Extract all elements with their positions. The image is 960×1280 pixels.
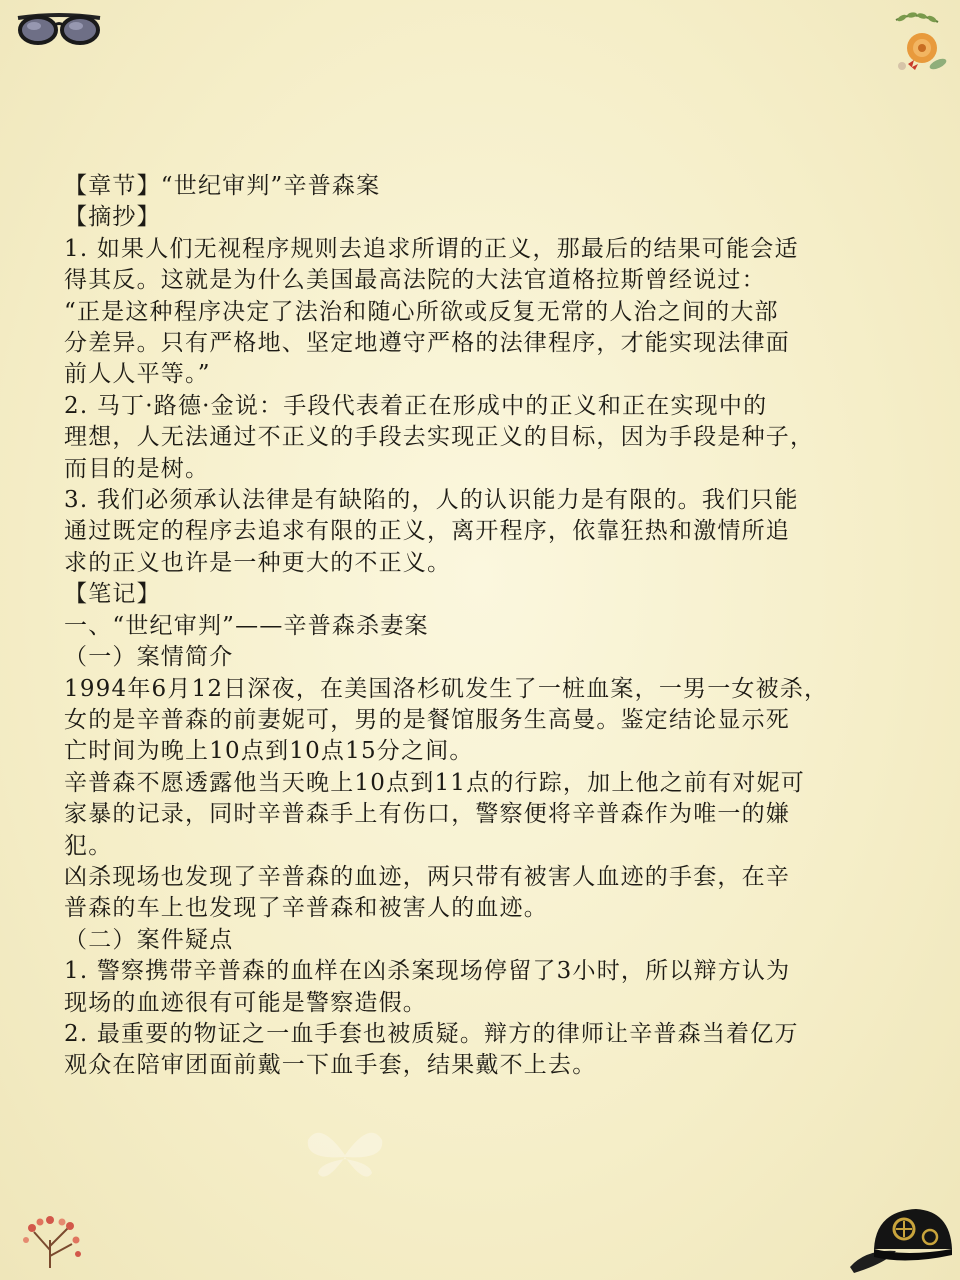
- text-line: 一、“世纪审判”——辛普森杀妻案: [64, 612, 429, 639]
- text-line: （二）案件疑点: [64, 926, 234, 953]
- text-line: 前人人平等。”: [64, 361, 211, 388]
- text-line: 凶杀现场也发现了辛普森的血迹，两只带有被害人血迹的手套，在辛: [64, 863, 790, 890]
- text-line: 【章节】“世纪审判”辛普森案: [64, 173, 381, 199]
- note-text: [64, 171, 900, 1082]
- text-line: 分差异。只有严格地、坚定地遵守严格的法律程序，才能实现法律面: [64, 330, 790, 357]
- text-line: 1. 如果人们无视程序规则去追求所谓的正义，那最后的结果可能会适: [64, 235, 799, 262]
- text-line: 求的正义也许是一种更大的不正义。: [64, 549, 452, 576]
- text-line: 3. 我们必须承认法律是有缺陷的，人的认识能力是有限的。我们只能: [64, 487, 799, 514]
- text-line: 通过既定的程序去追求有限的正义，离开程序，依靠狂热和激情所追: [64, 518, 790, 545]
- text-line: （一）案情简介: [64, 644, 234, 671]
- text-line: 2. 最重要的物证之一血手套也被质疑。辩方的律师让辛普森当着亿万: [64, 1020, 799, 1047]
- flower-icon: [886, 8, 956, 78]
- text-line: 现场的血迹很有可能是警察造假。: [64, 989, 427, 1016]
- berry-branch-icon: [20, 1210, 90, 1270]
- text-line: 【笔记】: [64, 581, 161, 608]
- text-line: 女的是辛普森的前妻妮可，男的是餐馆服务生高曼。鉴定结论显示死: [64, 706, 790, 733]
- butterfly-icon: [300, 1115, 390, 1195]
- text-line: 【摘抄】: [64, 204, 161, 231]
- text-line: 观众在陪审团面前戴一下血手套，结果戴不上去。: [64, 1052, 597, 1079]
- text-line: 得其反。这就是为什么美国最高法院的大法官道格拉斯曾经说过：: [64, 267, 766, 294]
- sunglasses-icon: [14, 10, 104, 50]
- text-line: 1. 警察携带辛普森的血样在凶杀案现场停留了3小时，所以辩方认为: [64, 958, 791, 985]
- text-line: 普森的车上也发现了辛普森和被害人的血迹。: [64, 895, 548, 922]
- text-line: 1994年6月12日深夜，在美国洛杉矶发生了一桩血案，一男一女被杀，: [64, 675, 829, 702]
- text-line: 2. 马丁·路德·金说：手段代表着正在形成中的正义和正在实现中的: [64, 392, 768, 419]
- text-line: 家暴的记录，同时辛普森手上有伤口，警察便将辛普森作为唯一的嫌: [64, 801, 790, 828]
- text-line: 辛普森不愿透露他当天晚上10点到11点的行踪，加上他之前有对妮可: [64, 769, 805, 796]
- text-line: “正是这种程序决定了法治和随心所欲或反复无常的人治之间的大部: [64, 298, 779, 325]
- text-line: 理想，人无法通过不正义的手段去实现正义的目标，因为手段是种子，: [64, 424, 815, 451]
- text-line: 而目的是树。: [64, 455, 210, 482]
- text-line: 亡时间为晚上10点到10点15分之间。: [64, 738, 474, 765]
- cap-icon: [846, 1205, 956, 1277]
- text-line: 犯。: [64, 832, 113, 859]
